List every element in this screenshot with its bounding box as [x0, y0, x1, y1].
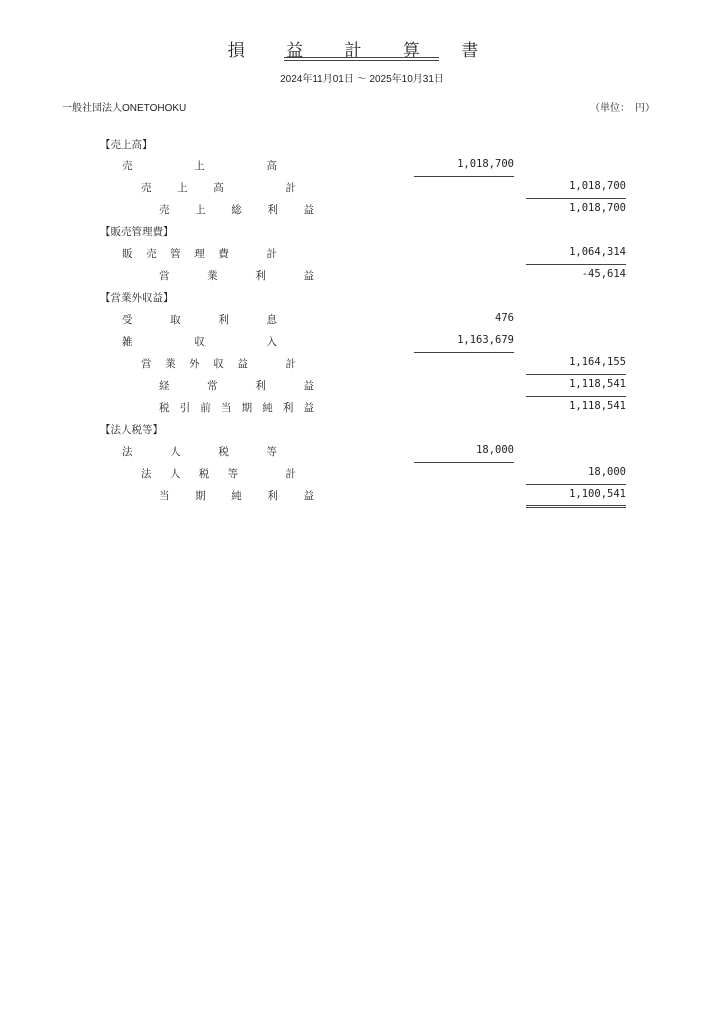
label-char: 売: [141, 182, 152, 194]
label-char: 益: [237, 358, 248, 370]
label-char: 売: [122, 160, 133, 172]
label-char: 売: [146, 248, 157, 260]
label-char: 計: [285, 182, 296, 194]
label-char: [261, 356, 272, 371]
label-char: 等: [227, 468, 239, 480]
label-char: 収: [213, 358, 224, 370]
row-label-sales-total: [141, 180, 296, 195]
label-char: 利: [218, 314, 229, 326]
total-ordinary-profit: 1,118,541: [569, 378, 626, 390]
label-char: 受: [122, 314, 133, 326]
rule-misc-income: [414, 352, 514, 353]
label-char: 総: [231, 204, 242, 216]
label-char: 上: [195, 204, 206, 216]
label-char: 売: [159, 204, 170, 216]
label-char: 理: [194, 248, 205, 260]
label-char: 業: [207, 270, 218, 282]
label-char: [242, 246, 253, 261]
label-char: 営: [141, 358, 152, 370]
total-tax: 18,000: [588, 466, 626, 478]
row-label-misc-income: [122, 334, 277, 349]
total-net-profit: 1,100,541: [569, 488, 626, 500]
row-label-corporate-tax: [122, 444, 277, 459]
title-underline-second: [284, 60, 439, 61]
label-char: 業: [165, 358, 176, 370]
label-char: 雑: [122, 336, 133, 348]
section-sga: 【販売管理費】: [100, 226, 174, 238]
organization-name: 一般社団法人ONETOHOKU: [62, 103, 187, 114]
label-char: 上: [177, 182, 188, 194]
section-sales: 【売上高】: [100, 139, 153, 151]
section-taxes: 【法人税等】: [100, 424, 163, 436]
row-label-sga-total: [122, 246, 277, 261]
row-label-non-operating-total: [141, 356, 296, 371]
total-sales: 1,018,700: [569, 180, 626, 192]
label-char: 人: [169, 468, 181, 480]
label-char: 計: [266, 248, 277, 260]
label-char: 利: [267, 204, 278, 216]
double-rule-net-profit: [526, 505, 626, 508]
total-sga: 1,064,314: [569, 246, 626, 258]
total-pretax-profit: 1,118,541: [569, 400, 626, 412]
label-char: 法: [122, 446, 133, 458]
label-char: 当: [220, 402, 232, 414]
amount-corporate-tax: 18,000: [476, 444, 514, 456]
row-label-net-profit: [159, 488, 314, 503]
row-label-interest-received: [122, 312, 277, 327]
label-char: [257, 466, 268, 481]
row-label-pretax-profit: [159, 400, 314, 415]
amount-misc-income: 1,163,679: [457, 334, 514, 346]
label-char: 益: [303, 380, 314, 392]
label-char: 販: [122, 248, 133, 260]
label-char: 純: [231, 490, 242, 502]
rule-sga-total: [526, 264, 626, 265]
label-char: 収: [194, 336, 205, 348]
label-char: 期: [241, 402, 253, 414]
label-char: 益: [303, 204, 314, 216]
label-char: 益: [303, 402, 314, 414]
label-char: 引: [179, 402, 191, 414]
rule-sales: [414, 176, 514, 177]
label-char: 計: [285, 468, 296, 480]
label-char: 純: [262, 402, 273, 414]
label-char: 管: [170, 248, 181, 260]
label-char: 常: [207, 380, 218, 392]
label-char: 高: [213, 182, 224, 194]
label-char: 人: [170, 446, 181, 458]
row-label-operating-profit: [159, 268, 314, 283]
accounting-period: 2024年11月01日 ～ 2025年10月31日: [280, 74, 444, 85]
row-label-ordinary-profit: [159, 378, 314, 393]
row-label-sales: [122, 158, 277, 173]
rule-sales-total: [526, 198, 626, 199]
label-char: 外: [189, 358, 200, 370]
label-char: 税: [198, 468, 210, 480]
label-char: 益: [303, 270, 314, 282]
label-char: 当: [159, 490, 170, 502]
rule-corporate-tax: [414, 462, 514, 463]
label-char: 計: [285, 358, 296, 370]
label-char: 営: [159, 270, 170, 282]
amount-interest-received: 476: [495, 312, 514, 324]
label-char: 利: [282, 402, 294, 414]
document-title: 損 益 計 算 書: [227, 41, 497, 61]
label-char: 利: [255, 380, 266, 392]
label-char: 等: [266, 446, 277, 458]
label-char: 利: [267, 490, 278, 502]
label-char: 経: [159, 380, 170, 392]
section-non-operating-income: 【営業外収益】: [100, 292, 174, 304]
rule-non-operating-total: [526, 374, 626, 375]
unit-label: （単位： 円）: [590, 103, 655, 114]
label-char: 税: [159, 402, 170, 414]
label-char: 法: [141, 468, 152, 480]
label-char: 取: [170, 314, 181, 326]
amount-sales: 1,018,700: [457, 158, 514, 170]
label-char: 息: [266, 314, 277, 326]
label-char: 益: [303, 490, 314, 502]
label-char: 高: [266, 160, 277, 172]
rule-ordinary-profit: [526, 396, 626, 397]
row-label-tax-total: [141, 466, 296, 481]
label-char: 税: [218, 446, 229, 458]
label-char: 入: [266, 336, 277, 348]
label-char: 利: [255, 270, 266, 282]
label-char: 費: [218, 248, 229, 260]
label-char: [249, 180, 260, 195]
total-non-operating: 1,164,155: [569, 356, 626, 368]
total-gross-profit: 1,018,700: [569, 202, 626, 214]
title-underline: [284, 57, 439, 58]
label-char: 上: [194, 160, 205, 172]
label-char: 期: [195, 490, 206, 502]
row-label-gross-profit: [159, 202, 314, 217]
rule-tax-total: [526, 484, 626, 485]
label-char: 前: [200, 402, 211, 414]
total-operating-profit: -45,614: [581, 268, 626, 280]
